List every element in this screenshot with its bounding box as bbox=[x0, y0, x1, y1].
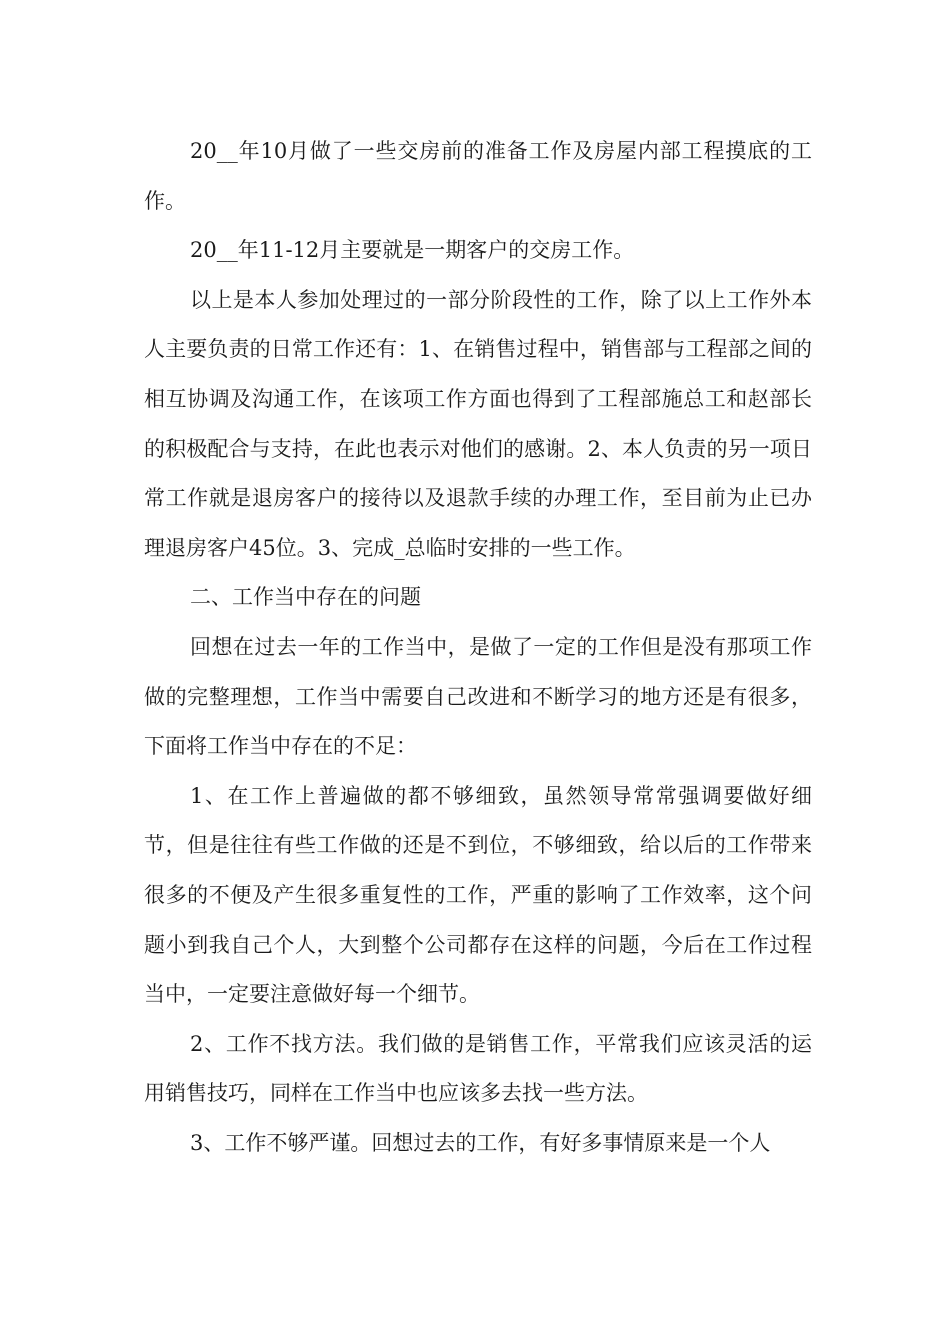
paragraph-8: 3、工作不够严谨。回想过去的工作，有好多事情原来是一个人 bbox=[190, 1130, 771, 1155]
section-heading-problems: 二、工作当中存在的问题 bbox=[190, 585, 421, 610]
document-body bbox=[144, 127, 812, 1168]
paragraph-1: 20__年10月做了一些交房前的准备工作及房屋内部工程摸底的工作。 bbox=[144, 139, 812, 213]
paragraph-2: 20__年11-12月主要就是一期客户的交房工作。 bbox=[190, 238, 635, 263]
paragraph-5: 回想在过去一年的工作当中，是做了一定的工作但是没有那项工作做的完整理想，工作当中需要自己改进和不断学习的地方还是有很多，下面将工作当中存在的不足： bbox=[144, 634, 812, 759]
paragraph-6: 1、在工作上普遍做的都不够细致，虽然领导常常强调要做好细节，但是往往有些工作做的还是不到位，不够细致，给以后的工作带来很多的不便及产生很多重复性的工作，严重的影响了工作效率，这个问题小到我自己个人，大到整个公司都存在这样的问题，今后在工作过程当中，一定要注意做好每一个细节。 bbox=[144, 783, 812, 1007]
paragraph-7: 2、工作不找方法。我们做的是销售工作，平常我们应该灵活的运用销售技巧，同样在工作当中也应该多去找一些方法。 bbox=[144, 1031, 812, 1106]
paragraph-3: 以上是本人参加处理过的一部分阶段性的工作，除了以上工作外本人主要负责的日常工作还有：1、在销售过程中，销售部与工程部之间的相互协调及沟通工作，在该项工作方面也得到了工程部施总工和赵部长的积极配合与支持，在此也表示对他们的感谢。2、本人负责的另一项日常工作就是退房客户的接待以及退款手续的办理工作，至目前为止已办理退房客户45位。3、完成_总临时安排的一些工作。 bbox=[144, 287, 812, 560]
